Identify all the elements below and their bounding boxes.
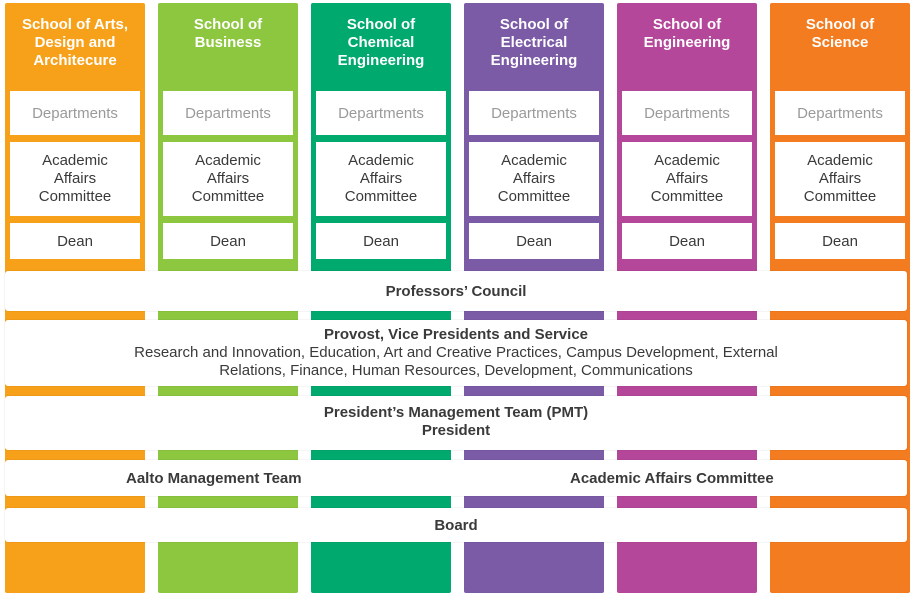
- academic-affairs-committee-box: [620, 140, 754, 218]
- provost-line: Research and Innovation, Education, Art and Creative Practices, Campus Development, External: [134, 344, 778, 361]
- committee-line: Committee: [191, 188, 265, 205]
- committee-line: Committee: [38, 188, 112, 205]
- school-title-line: Science: [811, 34, 869, 51]
- committee-line: Academic: [501, 152, 567, 169]
- departments-box: Departments: [314, 89, 448, 137]
- dean-box: Dean: [161, 221, 295, 261]
- provost-line: Relations, Finance, Human Resources, Development, Communications: [219, 362, 693, 379]
- departments-box: Departments: [161, 89, 295, 137]
- school-title-line: School of: [346, 16, 416, 33]
- school-title-line: School of: [805, 16, 875, 33]
- academic-affairs-committee-box: [161, 140, 295, 218]
- professors-council-label: Professors’ Council: [385, 282, 527, 300]
- departments-box: Departments: [8, 89, 142, 137]
- committee-line: Committee: [344, 188, 418, 205]
- committee-line: Academic: [195, 152, 261, 169]
- school-title-line: Business: [194, 34, 262, 51]
- dean-box: Dean: [467, 221, 601, 261]
- academic-affairs-committee-box: [8, 140, 142, 218]
- school-title: [770, 3, 910, 89]
- academic-affairs-committee-label: Academic Affairs Committee: [570, 469, 774, 487]
- school-title-line: Engineering: [337, 52, 425, 69]
- school-title-line: Engineering: [643, 34, 731, 51]
- school-title-line: School of: [652, 16, 722, 33]
- committee-line: Academic: [807, 152, 873, 169]
- committee-line: Affairs: [206, 170, 250, 187]
- provost-band: [5, 320, 907, 386]
- academic-affairs-committee-box: [467, 140, 601, 218]
- board-label: Board: [434, 516, 478, 534]
- provost-title: Provost, Vice Presidents and Service: [323, 326, 589, 343]
- management-band: [5, 460, 907, 496]
- dean-box: Dean: [314, 221, 448, 261]
- school-title-line: School of: [499, 16, 569, 33]
- committee-line: Academic: [42, 152, 108, 169]
- school-title-line: School of Arts,: [21, 16, 129, 33]
- school-title-line: Engineering: [490, 52, 578, 69]
- pmt-title: President’s Management Team (PMT): [323, 404, 589, 421]
- academic-affairs-committee-box: [314, 140, 448, 218]
- aalto-management-team-label: Aalto Management Team: [126, 469, 302, 487]
- dean-box: Dean: [620, 221, 754, 261]
- departments-box: Departments: [467, 89, 601, 137]
- academic-affairs-committee-box: [773, 140, 907, 218]
- dean-box: Dean: [773, 221, 907, 261]
- committee-line: Affairs: [665, 170, 709, 187]
- committee-line: Committee: [497, 188, 571, 205]
- committee-line: Committee: [803, 188, 877, 205]
- pmt-president: President: [421, 422, 491, 439]
- departments-box: Departments: [773, 89, 907, 137]
- school-title: [311, 3, 451, 89]
- committee-line: Affairs: [818, 170, 862, 187]
- professors-council-band: [5, 271, 907, 311]
- school-title-line: Architecure: [33, 52, 117, 69]
- committee-line: Academic: [348, 152, 414, 169]
- school-title: [617, 3, 757, 89]
- dean-box: Dean: [8, 221, 142, 261]
- school-title-line: Electrical: [500, 34, 568, 51]
- pmt-band: [5, 396, 907, 450]
- committee-line: Committee: [650, 188, 724, 205]
- school-title: [158, 3, 298, 89]
- board-band: [5, 508, 907, 542]
- school-title-line: Design and: [34, 34, 116, 51]
- school-title-line: Chemical: [347, 34, 415, 51]
- committee-line: Affairs: [512, 170, 556, 187]
- school-title: [464, 3, 604, 89]
- committee-line: Academic: [654, 152, 720, 169]
- committee-line: Affairs: [359, 170, 403, 187]
- school-title: [5, 3, 145, 89]
- committee-line: Affairs: [53, 170, 97, 187]
- school-title-line: School of: [193, 16, 263, 33]
- departments-box: Departments: [620, 89, 754, 137]
